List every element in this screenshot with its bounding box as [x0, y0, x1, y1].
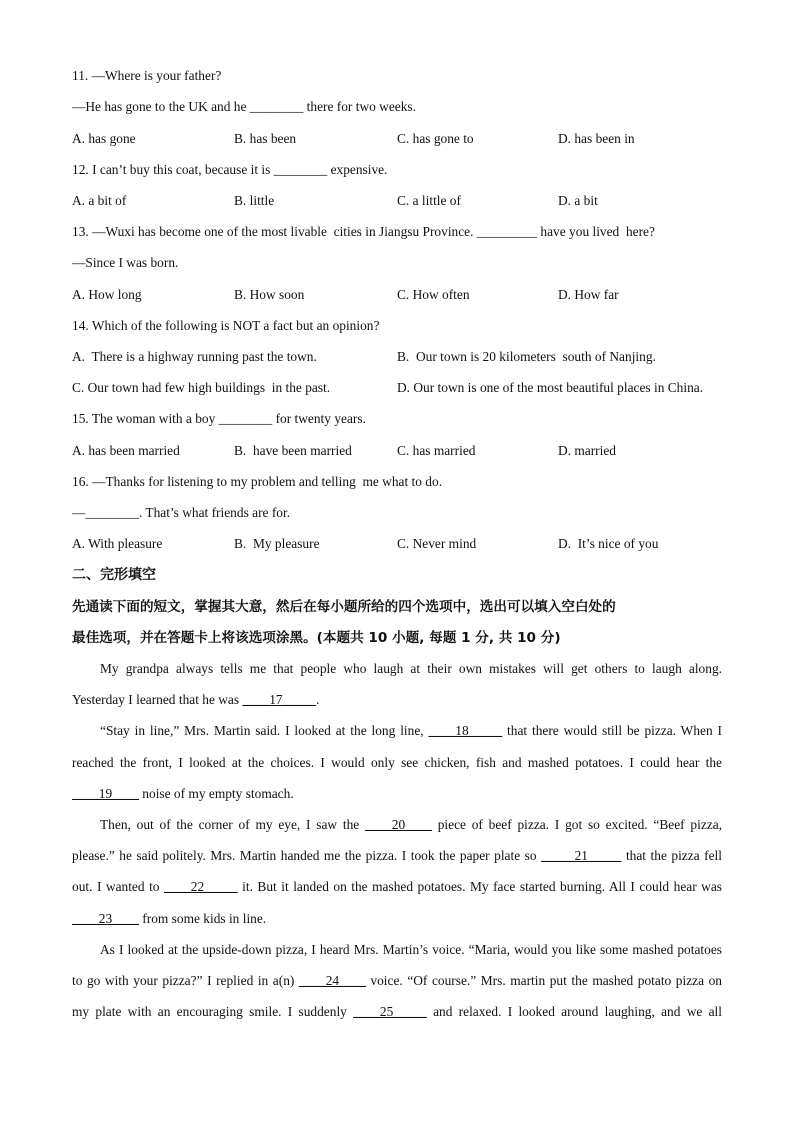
passage-text: Then, out of the corner of my eye, I saw the	[100, 817, 365, 832]
question-16-option-b[interactable]: B. My pleasure	[234, 536, 320, 551]
passage-text: from some kids in line.	[138, 911, 267, 926]
passage-line	[72, 691, 722, 709]
passage-text: and relaxed. I looked around laughing, and we all	[426, 1004, 722, 1019]
passage-text: out. I wanted to	[72, 879, 164, 894]
passage-text: that there would still be pizza. When I	[502, 723, 722, 738]
passage-text: that the pizza fell	[621, 848, 722, 863]
passage-line	[72, 1003, 722, 1021]
passage-text: it. But it landed on the mashed potatoes. My face started burning. All I could hear was	[237, 879, 722, 894]
question-12-option-b[interactable]: B. little	[234, 193, 275, 208]
question-16-line-2: —________. That’s what friends are for.	[72, 505, 291, 520]
passage-line: As I looked at the upside-down pizza, I heard Mrs. Martin’s voice. “Maria, would you like some mashed potatoes	[100, 942, 722, 957]
passage-text: piece of beef pizza. I got so excited. “Beef pizza,	[431, 817, 722, 832]
question-16-option-c[interactable]: C. Never mind	[397, 536, 477, 551]
question-12-option-d[interactable]: D. a bit	[558, 193, 598, 208]
question-11-option-b[interactable]: B. has been	[234, 131, 297, 146]
passage-text: please.” he said politely. Mrs. Martin handed me the pizza. I took the paper plate so	[72, 848, 542, 863]
passage-line: reached the front, I looked at the choices. I would only see chicken, fish and mashed potatoes. I could hear the	[72, 755, 722, 770]
question-15-option-b[interactable]: B. have been married	[234, 443, 352, 458]
passage-line	[72, 910, 722, 928]
blank-22[interactable]: ____22_____	[163, 879, 238, 894]
passage-text: voice. “Of course.” Mrs. martin put the mashed potato pizza on	[365, 973, 722, 988]
blank-24[interactable]: ____24____	[298, 973, 366, 988]
passage-text: “Stay in line,” Mrs. Martin said. I looked at the long line,	[100, 723, 429, 738]
question-11-line-2: —He has gone to the UK and he ________ there for two weeks.	[72, 99, 416, 114]
question-15-option-c[interactable]: C. has married	[397, 443, 476, 458]
question-12-option-a[interactable]: A. a bit of	[72, 193, 127, 208]
blank-17[interactable]: ____17_____	[242, 692, 317, 707]
question-14-option-b[interactable]: B. Our town is 20 kilometers south of Nanjing.	[397, 349, 656, 364]
passage-text: .	[316, 692, 320, 707]
question-13-option-d[interactable]: D. How far	[558, 287, 619, 302]
blank-19[interactable]: ____19____	[72, 786, 139, 801]
passage-text: Yesterday I learned that he was	[72, 692, 243, 707]
question-11-option-a[interactable]: A. has gone	[72, 131, 136, 146]
question-11-option-d[interactable]: D. has been in	[558, 131, 635, 146]
section-title: 二、完形填空	[72, 567, 156, 583]
passage-line	[72, 972, 722, 990]
blank-25[interactable]: ____25_____	[353, 1004, 427, 1019]
question-16-stem: 16. —Thanks for listening to my problem and telling me what to do.	[72, 474, 443, 489]
question-13-option-b[interactable]: B. How soon	[234, 287, 305, 302]
question-15-stem: 15. The woman with a boy ________ for twenty years.	[72, 411, 366, 426]
passage-text: to go with your pizza?” I replied in a(n)	[72, 973, 299, 988]
question-11-option-c[interactable]: C. has gone to	[397, 131, 474, 146]
question-12-stem: 12. I can’t buy this coat, because it is ________ expensive.	[72, 162, 388, 177]
question-15-option-d[interactable]: D. married	[558, 443, 617, 458]
blank-18[interactable]: ____18_____	[428, 723, 503, 738]
passage-text: my plate with an encouraging smile. I suddenly	[72, 1004, 354, 1019]
passage-line	[100, 816, 722, 834]
question-14-option-d[interactable]: D. Our town is one of the most beautiful places in China.	[397, 380, 704, 395]
question-16-option-d[interactable]: D. It’s nice of you	[558, 536, 659, 551]
passage-line: My grandpa always tells me that people who laugh at their own mistakes will get others to laugh along.	[100, 661, 722, 676]
passage-line	[72, 878, 722, 896]
passage-line	[72, 847, 722, 865]
question-13-option-a[interactable]: A. How long	[72, 287, 142, 302]
passage-line	[100, 722, 722, 740]
section-instruction-line-1: 先通读下面的短文，掌握其大意，然后在每小题所给的四个选项中，选出可以填入空白处的	[72, 599, 616, 615]
question-13-option-c[interactable]: C. How often	[397, 287, 470, 302]
blank-23[interactable]: ____23____	[72, 911, 139, 926]
passage-text: noise of my empty stomach.	[138, 786, 294, 801]
question-15-option-a[interactable]: A. has been married	[72, 443, 180, 458]
question-14-stem: 14. Which of the following is NOT a fact but an opinion?	[72, 318, 380, 333]
question-14-option-c[interactable]: C. Our town had few high buildings in the past.	[72, 380, 331, 395]
question-13-stem: 13. —Wuxi has become one of the most livable cities in Jiangsu Province. _________ have you lived here?	[72, 224, 655, 239]
question-12-option-c[interactable]: C. a little of	[397, 193, 461, 208]
question-14-option-a[interactable]: A. There is a highway running past the town.	[72, 349, 317, 364]
blank-21[interactable]: _____21_____	[541, 848, 622, 863]
passage-line	[72, 785, 722, 803]
blank-20[interactable]: ____20____	[365, 817, 432, 832]
question-11-stem: 11. —Where is your father?	[72, 68, 222, 83]
question-16-option-a[interactable]: A. With pleasure	[72, 536, 163, 551]
section-instruction-line-2: 最佳选项，并在答题卡上将该选项涂黑。(本题共 10 小题, 每题 1 分, 共 10 分)	[72, 630, 561, 646]
question-13-line-2: —Since I was born.	[72, 255, 179, 270]
